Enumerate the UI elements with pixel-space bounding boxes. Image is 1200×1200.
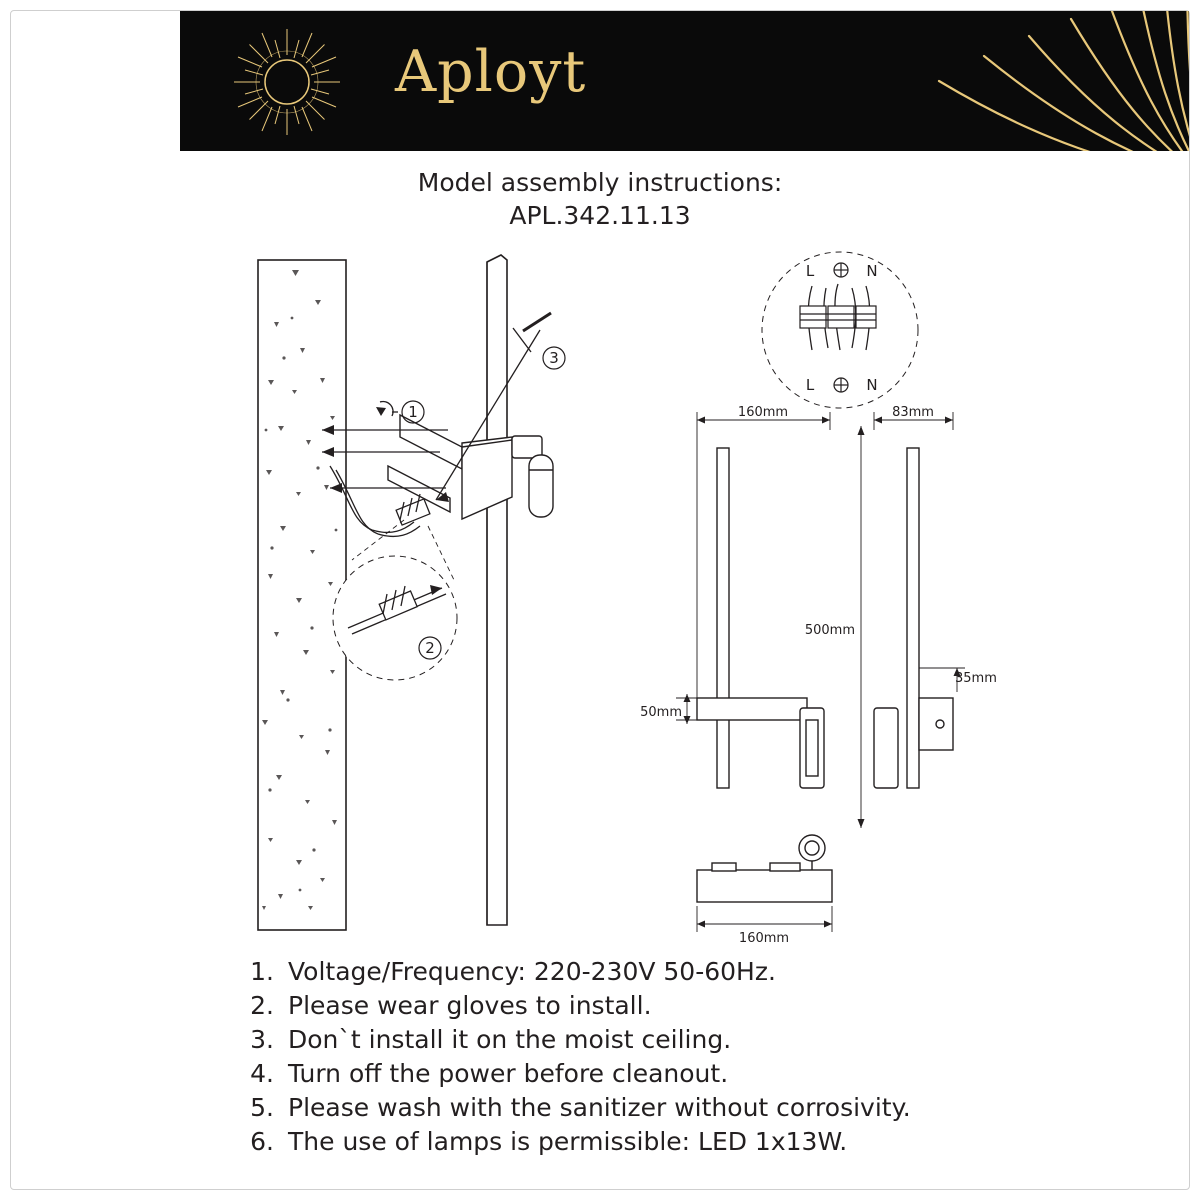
radiating-lines-icon bbox=[789, 11, 1189, 151]
list-item bbox=[236, 1023, 1036, 1057]
instructions-list bbox=[236, 955, 1036, 1159]
lamp-bar bbox=[487, 255, 507, 925]
list-item-text: The use of lamps is permissible: LED 1x13W. bbox=[288, 1127, 848, 1156]
list-item-number: 4. bbox=[250, 1059, 274, 1088]
assembly-diagram bbox=[0, 230, 1200, 950]
brand-banner bbox=[180, 11, 1189, 151]
list-item-text: Voltage/Frequency: 220-230V 50-60Hz. bbox=[288, 957, 776, 986]
lamp-head-cylinder bbox=[512, 436, 553, 517]
callout-3-label: 3 bbox=[549, 349, 559, 367]
list-item bbox=[236, 955, 1036, 989]
brand-name: Aployt bbox=[395, 39, 587, 105]
terminal-label-L-top: L bbox=[805, 262, 815, 280]
sunburst-eclipse-icon bbox=[232, 27, 342, 137]
terminal-label-N-top: N bbox=[866, 262, 878, 280]
height-dimension bbox=[858, 426, 865, 828]
callout-2-label: 2 bbox=[425, 639, 435, 657]
list-item-number: 5. bbox=[250, 1093, 274, 1122]
list-item bbox=[236, 1091, 1036, 1125]
terminal-label-N-bottom: N bbox=[866, 376, 878, 394]
terminal-label-L-bottom: L bbox=[805, 376, 815, 394]
list-item-number: 2. bbox=[250, 991, 274, 1020]
side-elevation bbox=[874, 448, 953, 788]
list-item-number: 6. bbox=[250, 1127, 274, 1156]
dimension-side-width: 83mm bbox=[892, 405, 934, 420]
terminal-block-detail bbox=[762, 252, 918, 408]
base-plate bbox=[697, 835, 832, 902]
list-item-number: 1. bbox=[250, 957, 274, 986]
front-elevation bbox=[697, 448, 824, 788]
list-item-text: Please wash with the sanitizer without corrosivity. bbox=[288, 1093, 911, 1122]
dimension-bracket-height: 50mm bbox=[640, 705, 682, 720]
dimension-body-height: 500mm bbox=[804, 623, 855, 638]
list-item bbox=[236, 1057, 1036, 1091]
dimension-side-depth: 35mm bbox=[955, 671, 997, 686]
model-code: APL.342.11.13 bbox=[509, 201, 691, 230]
list-item bbox=[236, 1125, 1036, 1159]
list-item-text: Turn off the power before cleanout. bbox=[288, 1059, 729, 1088]
list-item-text: Don`t install it on the moist ceiling. bbox=[288, 1025, 732, 1054]
page-title: Model assembly instructions: bbox=[417, 168, 783, 197]
list-item-number: 3. bbox=[250, 1025, 274, 1054]
list-item-text: Please wear gloves to install. bbox=[288, 991, 652, 1020]
list-item bbox=[236, 989, 1036, 1023]
wall-slab bbox=[258, 260, 346, 930]
base-dimension-width bbox=[697, 906, 832, 932]
dimension-base-width: 160mm bbox=[738, 931, 790, 946]
callout-1-label: 1 bbox=[408, 403, 418, 421]
terminal-zoom-bubble bbox=[333, 520, 457, 680]
dimension-front-width: 160mm bbox=[737, 405, 789, 420]
